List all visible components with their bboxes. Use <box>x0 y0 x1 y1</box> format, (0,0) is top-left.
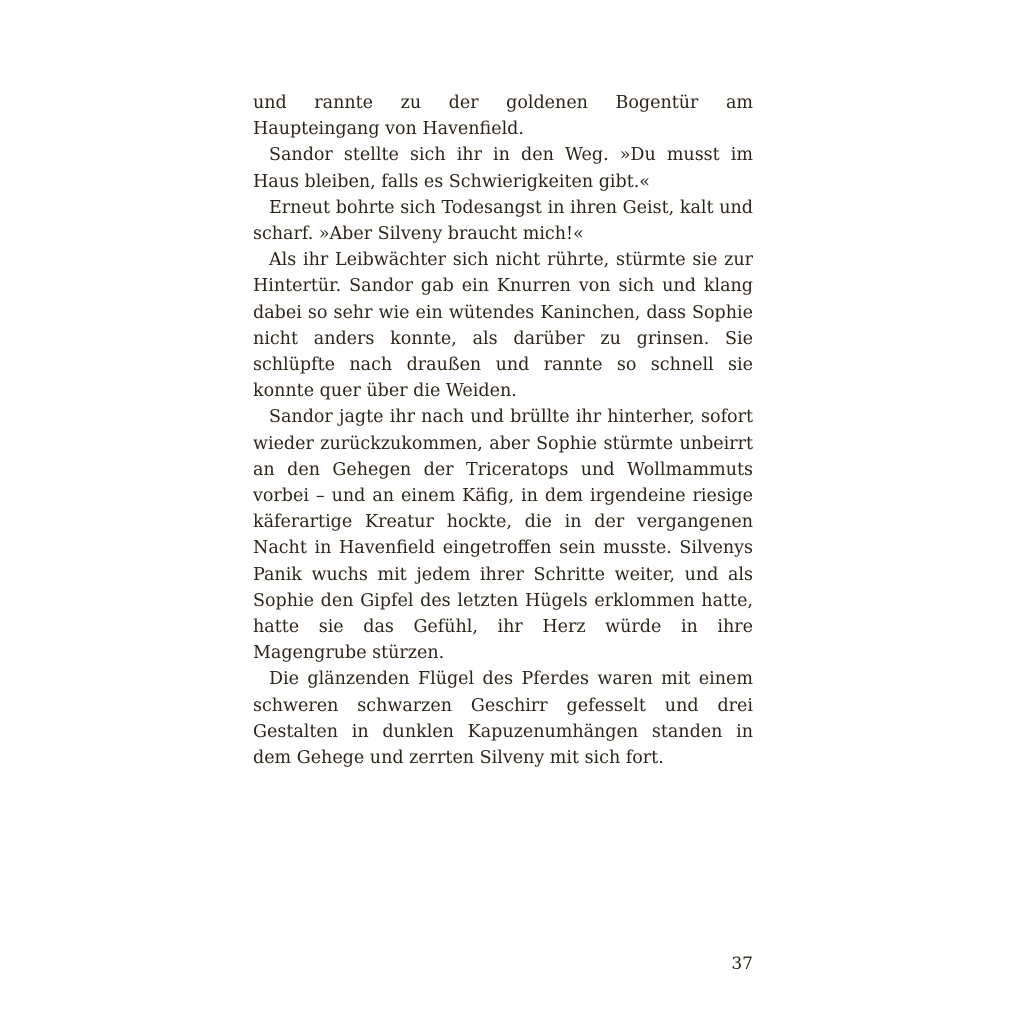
paragraph: Sandor stellte sich ihr in den Weg. »Du musst im Haus bleiben, falls es Schwierigkeiten gibt.« <box>253 145 753 192</box>
paragraph: Die glänzenden Flügel des Pferdes waren mit einem schweren schwarzen Geschirr gefesselt und drei Gestalten in dunklen Kapuzenumhängen standen in dem Gehege und zerrten Silveny mit sich fort. <box>253 669 753 769</box>
paragraph-continuation: und rannte zu der goldenen Bogentür am Haupteingang von Havenfield. <box>253 93 753 140</box>
paragraph: Als ihr Leibwächter sich nicht rührte, stürmte sie zur Hintertür. Sandor gab ein Knurren von sich und klang dabei so sehr wie ein wütendes Kaninchen, dass Sophie nicht anders konnte, als darüber zu grinsen. Sie schlüpfte nach draußen und rannte so schnell sie konnte quer über die Weiden. <box>253 250 753 402</box>
paragraph: Erneut bohrte sich Todesangst in ihren Geist, kalt und scharf. »Aber Silveny braucht mich!« <box>253 197 753 245</box>
page-number: 37 <box>731 954 753 974</box>
paragraph: Sandor jagte ihr nach und brüllte ihr hinterher, sofort wieder zurückzukommen, aber Sophie stürmte unbeirrt an den Gehegen der Triceratops und Wollmammuts vorbei – und an einem Käfig, in dem irgendeine riesige käferartige Kreatur hockte, die in der vergangenen Nacht in Havenfield eingetroffen sein musste. Silvenys Panik wuchs mit jedem ihrer Schritte weiter, und als Sophie den Gipfel des letzten Hügels erklommen hatte, hatte sie das Gefühl, ihr Herz würde in ihre Magengrube stürzen. <box>253 407 753 664</box>
body-text <box>253 90 753 771</box>
